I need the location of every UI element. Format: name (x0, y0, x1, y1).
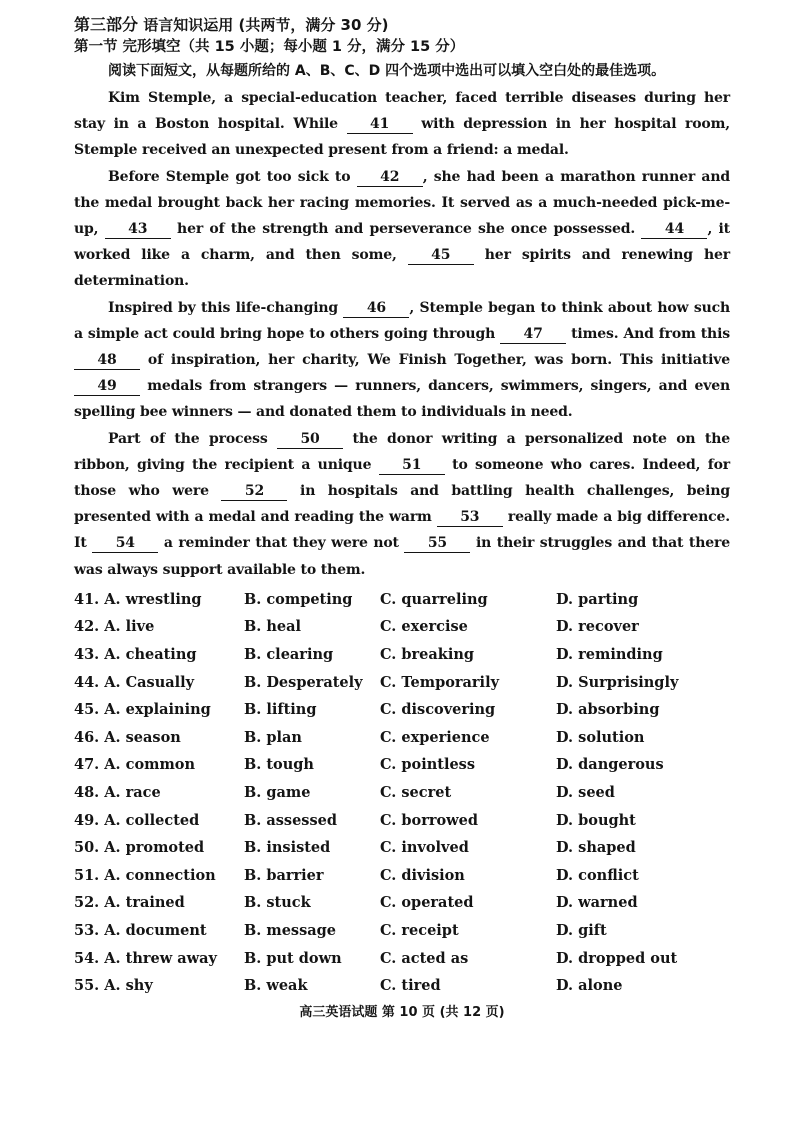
option-a: 48. A. race (74, 784, 161, 802)
option-b: B. Desperately (244, 673, 363, 691)
option-a: 47. A. common (74, 756, 196, 774)
paragraph-3 (74, 295, 730, 426)
text: in their struggles and that there was always support available to them. (74, 535, 730, 578)
option-b: B. message (244, 921, 337, 939)
option-c: C. receipt (380, 921, 459, 939)
option-d: D. Surprisingly (556, 673, 679, 691)
text: Kim Stemple, a special-education teacher, faced terrible diseases during her stay in a Boston hospital. While (74, 90, 730, 133)
option-c: C. secret (380, 784, 452, 802)
option-a: 41. A. wrestling (74, 590, 202, 608)
option-a: 55. A. shy (74, 977, 153, 995)
option-b: B. put down (244, 949, 342, 967)
text: with depression in her hospital room, Stemple received an unexpected present from a friend: a medal. (74, 116, 730, 159)
option-b: B. assessed (244, 811, 337, 829)
blank-46: 46 (343, 300, 409, 318)
page-footer: 高三英语试题 第 10 页 (共 12 页) (299, 1004, 505, 1020)
option-row-47 (74, 751, 730, 779)
blank-51: 51 (379, 457, 445, 475)
option-d: D. recover (556, 618, 639, 636)
part-subtitle: 语言知识运用 (共两节，满分 30 分) (143, 16, 389, 34)
option-row-52 (74, 889, 730, 917)
option-a: 42. A. live (74, 618, 155, 636)
option-a: 44. A. Casually (74, 673, 195, 691)
option-row-46 (74, 724, 730, 752)
option-b: B. clearing (244, 646, 334, 664)
option-row-55 (74, 972, 730, 1000)
instructions: 阅读下面短文，从每题所给的 A、B、C、D 四个选项中选出可以填入空白处的最佳选项。 (108, 63, 666, 79)
option-b: B. plan (244, 728, 302, 746)
option-d: D. solution (556, 728, 645, 746)
option-b: B. game (244, 784, 311, 802)
option-a: 46. A. season (74, 728, 181, 746)
option-row-42 (74, 613, 730, 641)
option-b: B. weak (244, 977, 308, 995)
text: , it worked like a charm, and then some, (74, 221, 730, 264)
text: medals from strangers — runners, dancers, swimmers, singers, and even spelling bee winners — and donated them to individuals in need. (74, 378, 730, 421)
blank-47: 47 (500, 326, 566, 344)
option-b: B. heal (244, 618, 302, 636)
section-title: 第一节 完形填空（共 15 小题；每小题 1 分，满分 15 分） (74, 39, 465, 55)
option-c: C. discovering (380, 701, 496, 719)
option-c: C. exercise (380, 618, 468, 636)
text: to someone who cares. Indeed, for those who were (74, 456, 731, 500)
option-a: 49. A. collected (74, 811, 200, 829)
option-row-43 (74, 641, 730, 669)
option-c: C. experience (380, 728, 490, 746)
blank-42: 42 (357, 169, 423, 187)
option-row-50 (74, 834, 730, 862)
option-b: B. barrier (244, 866, 324, 884)
option-d: D. seed (556, 784, 615, 802)
text: , she had been a marathon runner and the medal brought back her racing memories. It served as a much-needed pick-me-up, (74, 168, 730, 238)
option-d: D. dropped out (556, 949, 678, 967)
text: of inspiration, her charity, We Finish Together, was born. This initiative (140, 352, 730, 369)
option-row-41 (74, 586, 730, 614)
text: Before Stemple got too sick to (108, 168, 357, 185)
blank-43: 43 (105, 221, 171, 239)
exam-page (74, 14, 730, 1119)
text: , Stemple began to think about how such a simple act could bring hope to others going through (74, 299, 730, 342)
text: the donor writing a personalized note on the ribbon, giving the recipient a unique (74, 430, 730, 473)
option-d: D. gift (556, 921, 607, 939)
option-c: C. division (380, 866, 465, 884)
option-a: 43. A. cheating (74, 646, 197, 664)
paragraph-1 (74, 85, 730, 164)
option-row-45 (74, 696, 730, 724)
option-row-53 (74, 917, 730, 945)
option-b: B. competing (244, 590, 353, 608)
option-row-48 (74, 779, 730, 807)
option-a: 53. A. document (74, 921, 207, 939)
option-c: C. Temporarily (380, 673, 500, 691)
option-d: D. alone (556, 977, 623, 995)
option-a: 52. A. trained (74, 894, 185, 912)
option-b: B. tough (244, 756, 314, 774)
blank-45: 45 (408, 247, 474, 265)
text: her spirits and renewing her determination. (74, 247, 730, 290)
option-row-44 (74, 669, 730, 697)
text: times. And from this (566, 325, 730, 342)
option-b: B. lifting (244, 701, 317, 719)
blank-50: 50 (277, 431, 343, 449)
part-heading (74, 14, 730, 36)
blank-41: 41 (347, 116, 413, 134)
blank-53: 53 (437, 509, 503, 527)
cloze-passage (74, 85, 730, 583)
blank-54: 54 (92, 535, 158, 553)
option-d: D. dangerous (556, 756, 664, 774)
part-title: 第三部分 (74, 15, 139, 34)
option-c: C. acted as (380, 949, 469, 967)
option-d: D. bought (556, 811, 636, 829)
text: really made a big difference. It (74, 509, 730, 552)
option-d: D. conflict (556, 866, 639, 884)
option-d: D. absorbing (556, 701, 660, 719)
option-c: C. operated (380, 894, 474, 912)
option-c: C. borrowed (380, 811, 478, 829)
option-d: D. reminding (556, 646, 663, 664)
options-list (74, 586, 730, 1000)
option-c: C. tired (380, 977, 441, 995)
option-d: D. shaped (556, 839, 636, 857)
option-a: 45. A. explaining (74, 701, 211, 719)
option-a: 50. A. promoted (74, 839, 205, 857)
text: Part of the process (108, 430, 278, 447)
blank-49: 49 (74, 378, 140, 396)
text: her of the strength and perseverance she once possessed. (170, 221, 642, 238)
option-c: C. breaking (380, 646, 475, 664)
paragraph-2 (74, 164, 730, 295)
text: a reminder that they were not (158, 535, 405, 552)
option-a: 54. A. threw away (74, 949, 217, 967)
option-row-54 (74, 945, 730, 973)
option-b: B. stuck (244, 894, 311, 912)
blank-44: 44 (641, 221, 707, 239)
text: Inspired by this life-changing (108, 299, 344, 316)
paragraph-4 (74, 426, 730, 583)
option-d: D. parting (556, 590, 639, 608)
option-c: C. quarreling (380, 590, 488, 608)
option-b: B. insisted (244, 839, 331, 857)
blank-55: 55 (404, 535, 470, 553)
option-row-51 (74, 862, 730, 890)
blank-52: 52 (221, 483, 287, 501)
option-d: D. warned (556, 894, 638, 912)
blank-48: 48 (74, 352, 140, 370)
option-a: 51. A. connection (74, 866, 216, 884)
option-c: C. involved (380, 839, 469, 857)
text: in hospitals and battling health challenges, being presented with a medal and reading the warm (74, 483, 730, 526)
option-row-49 (74, 807, 730, 835)
option-c: C. pointless (380, 756, 476, 774)
